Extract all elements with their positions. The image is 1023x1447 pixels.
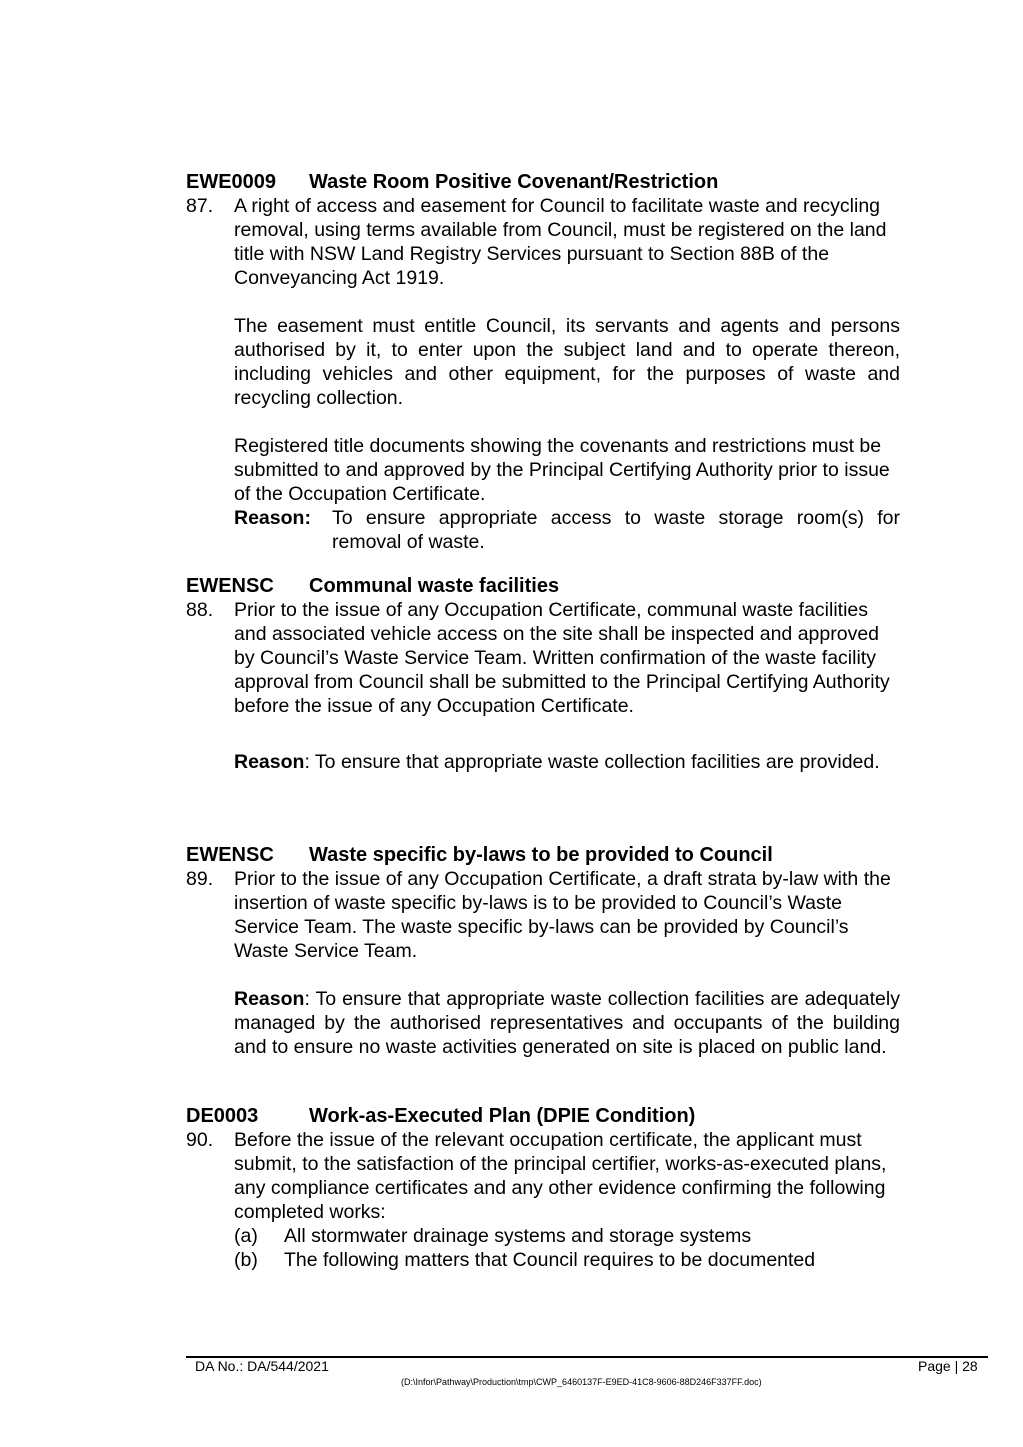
sub-item-text: The following matters that Council requires to be documented: [284, 1249, 816, 1271]
reason-label: Reason: [234, 751, 305, 773]
condition-code: EWENSC: [186, 844, 274, 866]
condition-body: [186, 867, 900, 1059]
sub-item: [234, 1248, 900, 1272]
condition-code: DE0003: [186, 1105, 259, 1127]
sub-item-letter: (a): [234, 1225, 258, 1247]
condition-code: EWE0009: [186, 171, 277, 193]
sub-item-letter: (b): [234, 1249, 258, 1271]
footer-page-number: Page | 28: [918, 1358, 978, 1374]
paragraph: Registered title documents showing the covenants and restrictions must be submitted to and approved by the Principal Certifying Authority prior to issue of the Occupation Certificate.: [234, 435, 890, 505]
paragraph: The easement must entitle Council, its servants and agents and persons authorised by it, to enter upon the subject land and to operate thereon, including vehicles and other equipment, for the purposes of waste and recycling collection.: [234, 315, 900, 409]
reason-label: Reason:: [234, 507, 311, 529]
reason: [234, 987, 900, 1059]
condition-88: [186, 574, 900, 774]
footer-da-number: DA No.: DA/544/2021: [195, 1358, 329, 1374]
condition-number: 87.: [186, 195, 214, 217]
condition-number: 90.: [186, 1129, 214, 1151]
condition-heading: [186, 1104, 900, 1128]
condition-code: EWENSC: [186, 575, 274, 597]
footer-file-path: (D:\Infor\Pathway\Production\tmp\CWP_6460137F-E9ED-41C8-9606-88D246F337FF.doc): [401, 1377, 762, 1387]
condition-body: [186, 194, 900, 554]
reason-text: : To ensure that appropriate waste collection facilities are provided.: [304, 751, 880, 773]
paragraph: Prior to the issue of any Occupation Certificate, communal waste facilities and associated vehicle access on the site shall be inspected and approved by Council’s Waste Service Team. Written confirmation of the waste facility approval from Council shall be submitted to the Principal Certifying Authority before the issue of any Occupation Certificate.: [234, 599, 890, 717]
condition-title: Communal waste facilities: [309, 575, 560, 597]
reason-text: To ensure appropriate access to waste storage room(s) for removal of waste.: [332, 507, 900, 553]
condition-heading: [186, 170, 900, 194]
condition-title: Waste specific by-laws to be provided to Council: [309, 844, 773, 866]
sub-item-text: All stormwater drainage systems and storage systems: [284, 1225, 752, 1247]
condition-title: Work-as-Executed Plan (DPIE Condition): [309, 1105, 696, 1127]
condition-number: 88.: [186, 599, 214, 621]
condition-body: [186, 1128, 900, 1272]
condition-90: [186, 1104, 900, 1272]
paragraph: Before the issue of the relevant occupation certificate, the applicant must submit, to the satisfaction of the principal certifier, works-as-executed plans, any compliance certificates and any other evidence confirming the following completed works:: [234, 1129, 887, 1223]
condition-heading: [186, 574, 900, 598]
condition-89: [186, 843, 900, 1059]
sub-item: [234, 1224, 900, 1248]
reason: [234, 506, 900, 554]
reason-text: : To ensure that appropriate waste collection facilities are adequately managed by the authorised representatives and occupants of the building and to ensure no waste activities generated on site is placed on public land.: [234, 988, 900, 1058]
paragraph: Prior to the issue of any Occupation Certificate, a draft strata by-law with the insertion of waste specific by-laws is to be provided to Council’s Waste Service Team. The waste specific by-laws can be provided by Council’s Waste Service Team.: [234, 868, 891, 962]
condition-body: [186, 598, 900, 774]
condition-number: 89.: [186, 868, 214, 890]
reason-label: Reason: [234, 988, 305, 1010]
condition-87: [186, 170, 900, 554]
condition-title: Waste Room Positive Covenant/Restriction: [309, 171, 719, 193]
paragraph: A right of access and easement for Council to facilitate waste and recycling removal, using terms available from Council, must be registered on the land title with NSW Land Registry Services pursuant to Section 88B of the Conveyancing Act 1919.: [234, 195, 887, 289]
reason: [234, 750, 900, 774]
condition-heading: [186, 843, 900, 867]
